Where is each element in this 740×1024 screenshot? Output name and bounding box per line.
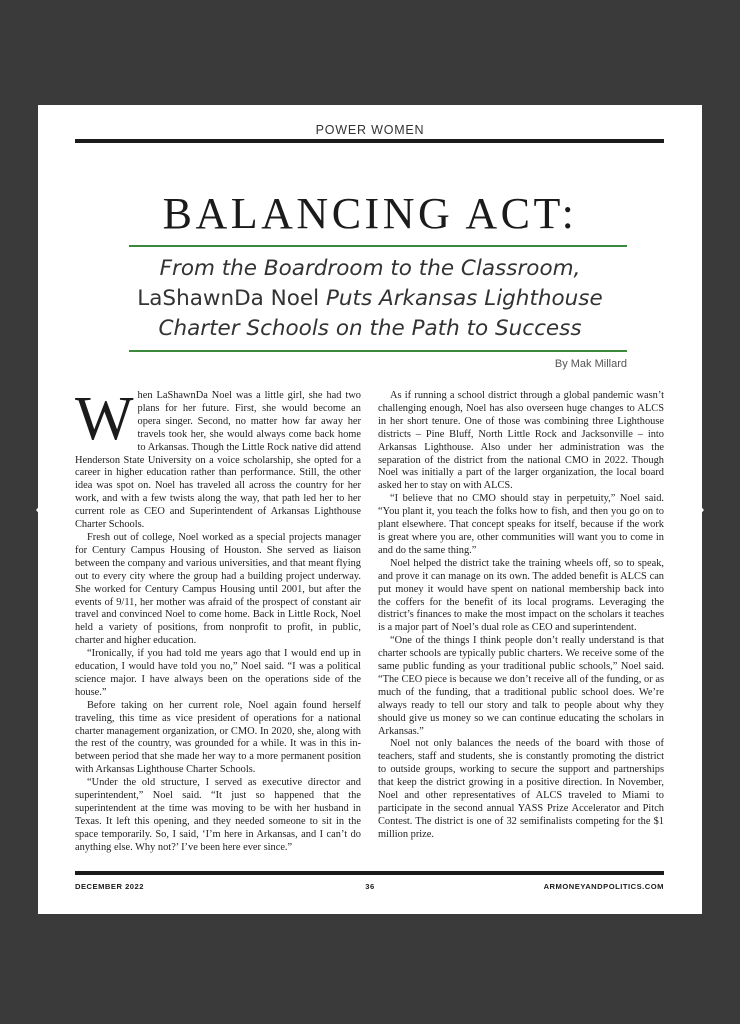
headline-lower-rule xyxy=(129,350,627,352)
article-paragraph: Noel not only balances the needs of the board with those of teachers, staff and students, she is constantly promoting the district to outside groups, working to secure the support and partnerships that keep the district growing in a positive direction. In November, Noel and other representatives of ALCS traveled to Miami to participate in the second annual YASS Prize Accelerator and Pitch Contest. The district is one of 32 semifinalists competing for the $1 million prize. xyxy=(378,738,664,840)
article-paragraph xyxy=(75,385,361,532)
headline-upper-rule xyxy=(129,245,627,247)
article-right-column xyxy=(378,390,664,842)
footer-page-number: 36 xyxy=(365,882,375,891)
article-paragraph: Noel helped the district take the training wheels off, so to speak, and prove it can manage on its own. The added benefit is ALCS can put money it would have spent on national membership back into the coffers for the benefit of its local programs. Leveraging the district’s finances to make the most impact on the scholars it teaches is a major part of Noel’s dual role as CEO and superintendent. xyxy=(378,557,664,634)
article-paragraph: As if running a school district through a global pandemic wasn’t challenging enough, Noel has also overseen huge changes to ALCS in her short tenure. One of those was combining three Lighthouse districts – Pine Bluff, North Little Rock and Jacksonville – into Arkansas Lighthouse. Also under her administration was the separation of the district from the national CMO in 2022. Though Noel was initially a part of the larger organization, the local board asked her to stay on with ALCS. xyxy=(378,390,664,492)
footer-date: DECEMBER 2022 xyxy=(75,882,144,891)
magazine-page xyxy=(38,105,702,914)
article-paragraph: Fresh out of college, Noel worked as a special projects manager for Century Campus Housing of Houston. She served as liaison between the company and various universities, and that meant flying out to every city where the group had a building project underway. She worked for Century Campus Housing until 2001, but after the events of 9/11, her mother was afraid of the prospect of constant air travel and convinced Noel to come home. Back in Little Rock, Noel held a variety of positions, from nonprofit to profit, in public, charter and higher education. xyxy=(75,531,361,647)
drop-cap: W xyxy=(75,385,134,453)
paragraph-text: hen LaShawnDa Noel was a little girl, she had two plans for her future. First, she would become an opera singer. Second, no matter how far away her travels took her, she would always come back home to Arkansas. Though the Little Rock native did attend Henderson State University on a voice scholarship, she opted for a career in higher education rather than performance. Still, the other idea was spot on. Noel has traveled all across the country for her work, and with a few twists along the way, that path led her to her current role as CEO and Superintendent of Arkansas Lighthouse Charter Schools. xyxy=(75,390,361,531)
chevron-right-icon xyxy=(676,480,716,540)
subtitle-line-3: Charter Schools on the Path to Success xyxy=(158,316,582,341)
next-page-button[interactable] xyxy=(676,480,716,540)
top-divider xyxy=(75,139,664,143)
footer-website: ARMONEYANDPOLITICS.COM xyxy=(543,882,664,891)
subtitle-line-2 xyxy=(98,284,642,314)
article-paragraph: Before taking on her current role, Noel again found herself traveling, this time as vice president of operations for a national charter management organization, or CMO. In 2020, she, along with the rest of the country, was grounded for a while. It was in this in-between period that she made her way to a more permanent position with Arkansas Lighthouse Charter Schools. xyxy=(75,699,361,776)
article-paragraph: “I believe that no CMO should stay in perpetuity,” Noel said. “You plant it, you teach the folks how to fish, and then you go on to plant elsewhere. That concept speaks for itself, because if the work is great where you are, other communities will want you to come in and do the same thing.” xyxy=(378,493,664,556)
article-left-column xyxy=(75,385,361,855)
headline-title: BALANCING ACT: xyxy=(162,189,578,238)
article-paragraph: “Under the old structure, I served as executive director and superintendent,” Noel said. “It just so happened that the superintendent at the time was moving to be with her husband in Texas. It left this opening, and they needed someone to sit in the space temporarily. So, I said, ‘I’m here in Arkansas, and I can’t do anything else. Why not?’ I’ve been here ever since.” xyxy=(75,777,361,853)
section-label: POWER WOMEN xyxy=(315,123,425,137)
article-paragraph: “One of the things I think people don’t really understand is that charter schools are typically public charters. We receive some of the same public funding as your traditional public schools,” Noel said. “The CEO piece is because we don’t receive all of the funding, or as much of the funding, that a traditional public school does. We’re always ready to tell our story and talk to people about why they should give us money so we can continue educating the scholars in Arkansas.” xyxy=(378,635,664,737)
article-paragraph: “Ironically, if you had told me years ago that I would end up in education, I would have told you no,” Noel said. “I was a political science major. I have always been on the operations side of the house.” xyxy=(75,648,361,698)
byline: By Mak Millard xyxy=(554,358,627,370)
subtitle-line-1: From the Boardroom to the Classroom, xyxy=(159,256,581,281)
chevron-left-icon xyxy=(30,480,70,540)
headline-subtitle xyxy=(98,254,642,344)
previous-page-button[interactable] xyxy=(30,480,70,540)
subtitle-name: LaShawnDa Noel xyxy=(137,286,320,311)
subtitle-line-2-rest: Puts Arkansas Lighthouse xyxy=(319,286,603,311)
bottom-divider xyxy=(75,871,664,875)
